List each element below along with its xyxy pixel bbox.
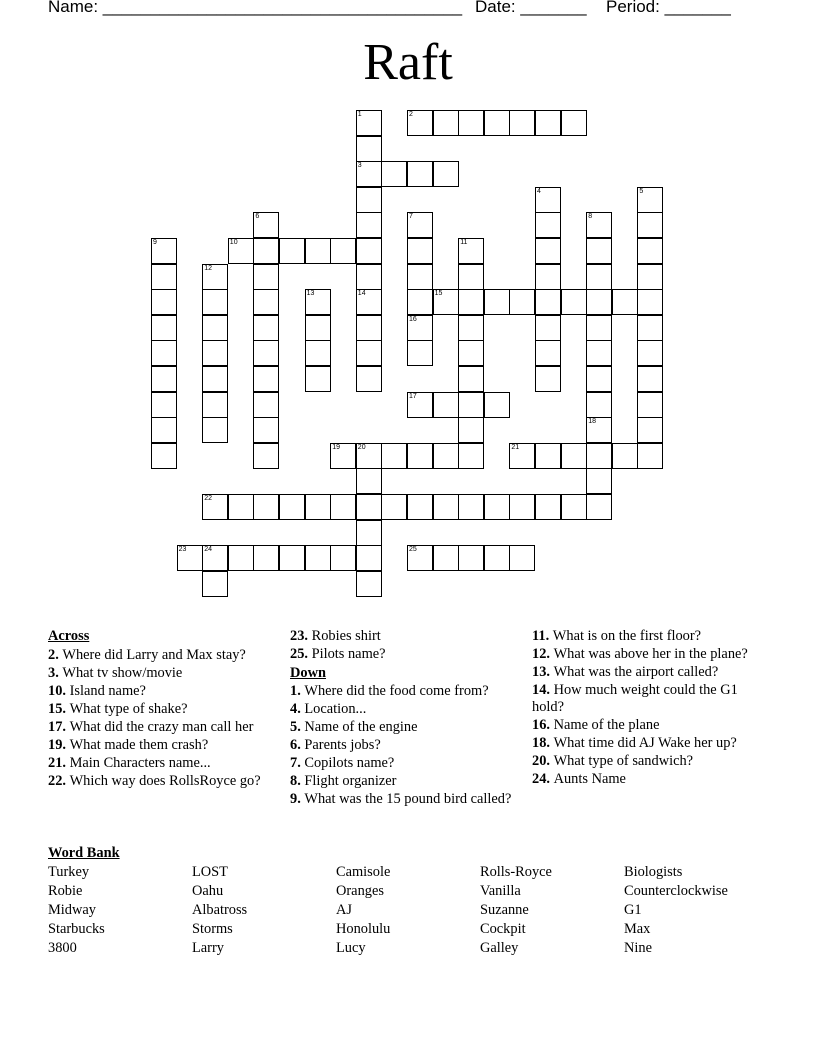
- crossword-cell[interactable]: [151, 366, 177, 392]
- crossword-cell[interactable]: [202, 315, 228, 341]
- crossword-cell[interactable]: [253, 545, 279, 571]
- crossword-cell[interactable]: [151, 340, 177, 366]
- crossword-cell[interactable]: [356, 366, 382, 392]
- clue-text: Flight organizer: [304, 773, 397, 789]
- crossword-cell[interactable]: [356, 315, 382, 341]
- crossword-cell[interactable]: [484, 545, 510, 571]
- clue-number: 14: [357, 290, 366, 298]
- crossword-cell[interactable]: [637, 340, 663, 366]
- crossword-cell[interactable]: [356, 136, 382, 162]
- crossword-cell[interactable]: [330, 238, 356, 264]
- page-title: Raft: [363, 34, 453, 91]
- across-clue: [48, 773, 278, 790]
- crossword-cell[interactable]: [305, 315, 331, 341]
- crossword-cell[interactable]: [637, 366, 663, 392]
- word-bank-item: 3800: [48, 940, 77, 956]
- word-bank-item: Nine: [624, 940, 652, 956]
- crossword-cell[interactable]: [253, 315, 279, 341]
- crossword-cell[interactable]: [586, 468, 612, 494]
- crossword-cell[interactable]: [356, 161, 382, 187]
- crossword-cell[interactable]: [407, 392, 433, 418]
- clue-text: What time did AJ Wake her up?: [553, 734, 737, 751]
- crossword-cell[interactable]: [253, 340, 279, 366]
- word-bank-item: Midway: [48, 902, 96, 918]
- across-clue: [48, 737, 278, 754]
- crossword-cell[interactable]: [637, 315, 663, 341]
- across-heading: Across: [48, 628, 90, 644]
- crossword-cell[interactable]: [535, 366, 561, 392]
- crossword-cell[interactable]: [586, 366, 612, 392]
- crossword-cell[interactable]: [535, 289, 561, 315]
- clue-text: Aunts Name: [553, 770, 626, 787]
- crossword-cell[interactable]: [228, 545, 254, 571]
- crossword-cell[interactable]: [433, 392, 459, 418]
- crossword-cell[interactable]: [356, 443, 382, 469]
- word-bank-item: Larry: [192, 940, 224, 956]
- crossword-cell[interactable]: [407, 494, 433, 520]
- clue-number-label: 14.: [532, 682, 554, 698]
- across-clue: [290, 628, 520, 645]
- clue-number-label: 4.: [290, 701, 305, 717]
- word-bank-item: Biologists: [624, 864, 683, 880]
- clue-number-label: 13.: [532, 664, 554, 680]
- clue-number: 2: [409, 111, 413, 118]
- crossword-cell[interactable]: [305, 238, 331, 264]
- across-clue: [48, 647, 278, 664]
- clue-text: How much weight could the G1 hold?: [532, 682, 738, 715]
- crossword-cell[interactable]: [535, 110, 561, 136]
- crossword-cell[interactable]: [407, 264, 433, 290]
- crossword-cell[interactable]: [330, 443, 356, 469]
- clue-number: 22: [204, 495, 212, 502]
- crossword-cell[interactable]: [586, 212, 612, 238]
- crossword-cell[interactable]: [458, 417, 484, 443]
- clue-number-label: 5.: [290, 719, 305, 735]
- down-clue: [532, 628, 762, 645]
- crossword-cell[interactable]: [356, 212, 382, 238]
- clue-number: 4: [537, 187, 541, 195]
- down-clue: [290, 755, 520, 772]
- crossword-cell[interactable]: [202, 392, 228, 418]
- crossword-cell[interactable]: [202, 264, 228, 290]
- crossword-cell[interactable]: [433, 443, 459, 469]
- crossword-cell[interactable]: [637, 443, 663, 469]
- word-bank-item: AJ: [336, 902, 352, 918]
- clue-number: 18: [588, 418, 596, 426]
- crossword-cell[interactable]: [202, 417, 228, 443]
- crossword-cell[interactable]: [356, 468, 382, 494]
- crossword-cell[interactable]: [561, 494, 587, 520]
- crossword-cell[interactable]: [484, 110, 510, 136]
- clue-number: 6: [255, 213, 260, 221]
- down-clue: [532, 771, 762, 788]
- clue-text: What was the 15 pound bird called?: [304, 791, 512, 807]
- crossword-cell[interactable]: [253, 443, 279, 469]
- clue-number-label: 11.: [532, 628, 553, 644]
- crossword-cell[interactable]: [561, 443, 587, 469]
- clue-number: 25: [409, 546, 417, 554]
- crossword-cell[interactable]: [561, 289, 587, 315]
- crossword-cell[interactable]: [535, 315, 561, 341]
- clue-number-label: 6.: [290, 737, 305, 753]
- clue-number-label: 22.: [48, 772, 70, 789]
- crossword-cell[interactable]: [305, 494, 331, 520]
- crossword-cell[interactable]: [458, 494, 484, 520]
- clue-number-label: 8.: [290, 773, 305, 789]
- clue-number: 3: [357, 162, 362, 170]
- word-bank-item: Robie: [48, 883, 83, 899]
- crossword-cell[interactable]: [151, 315, 177, 341]
- word-bank-item: Camisole: [336, 864, 391, 880]
- crossword-cell[interactable]: [561, 110, 587, 136]
- crossword-cell[interactable]: [356, 571, 382, 597]
- down-clue: [290, 719, 520, 736]
- word-bank-item: Cockpit: [480, 921, 526, 937]
- clue-text: Robies shirt: [311, 628, 381, 644]
- crossword-cell[interactable]: [637, 392, 663, 418]
- clue-number: 23: [178, 546, 187, 554]
- word-bank-item: Galley: [480, 940, 519, 956]
- word-bank-item: Lucy: [336, 940, 366, 956]
- crossword-cell[interactable]: [458, 340, 484, 366]
- crossword-cell[interactable]: [586, 289, 612, 315]
- crossword-cell[interactable]: [509, 443, 535, 469]
- crossword-cell[interactable]: [381, 161, 407, 187]
- clue-text: Name of the engine: [304, 719, 418, 735]
- clues-column-3: [532, 628, 762, 789]
- crossword-cell[interactable]: [202, 340, 228, 366]
- crossword-cell[interactable]: [202, 494, 228, 520]
- crossword-cell[interactable]: [407, 212, 433, 238]
- crossword-cell[interactable]: [509, 494, 535, 520]
- clue-number-label: 10.: [48, 682, 70, 699]
- crossword-cell[interactable]: [202, 571, 228, 597]
- crossword-cell[interactable]: [407, 161, 433, 187]
- clue-text: Which way does RollsRoyce go?: [69, 772, 261, 789]
- crossword-cell[interactable]: [356, 238, 382, 264]
- word-bank-item: Rolls-Royce: [480, 864, 552, 880]
- down-clue: [290, 791, 520, 808]
- crossword-cell[interactable]: [407, 315, 433, 341]
- crossword-cell[interactable]: [279, 545, 305, 571]
- crossword-cell[interactable]: [586, 392, 612, 418]
- clue-number-label: 7.: [290, 755, 305, 771]
- crossword-cell[interactable]: [586, 494, 612, 520]
- crossword-cell[interactable]: [151, 417, 177, 443]
- crossword-cell[interactable]: [202, 289, 228, 315]
- clue-number-label: 3.: [48, 664, 63, 681]
- down-clue: [290, 737, 520, 754]
- word-bank-item: Suzanne: [480, 902, 529, 918]
- clue-number: 20: [357, 443, 366, 451]
- crossword-cell[interactable]: [535, 264, 561, 290]
- word-bank-item: Turkey: [48, 864, 90, 880]
- crossword-cell[interactable]: [279, 494, 305, 520]
- clue-number-label: 20.: [532, 752, 554, 769]
- crossword-cell[interactable]: [535, 187, 561, 213]
- clue-number: 12: [204, 264, 212, 272]
- crossword-cell[interactable]: [458, 443, 484, 469]
- down-heading: Down: [290, 664, 326, 681]
- crossword-cell[interactable]: [356, 494, 382, 520]
- crossword-cell[interactable]: [407, 443, 433, 469]
- crossword-cell[interactable]: [202, 545, 228, 571]
- crossword-cell[interactable]: [407, 340, 433, 366]
- crossword-cell[interactable]: [407, 238, 433, 264]
- clue-number-label: 23.: [290, 628, 312, 644]
- clue-text: Where did Larry and Max stay?: [62, 646, 246, 663]
- word-bank-item: LOST: [192, 864, 228, 880]
- crossword-cell[interactable]: [305, 545, 331, 571]
- clue-text: Copilots name?: [304, 755, 395, 771]
- clue-number: 7: [409, 213, 413, 221]
- crossword-cell[interactable]: [253, 366, 279, 392]
- clue-number: 9: [153, 239, 157, 246]
- clue-number: 21: [511, 443, 520, 451]
- crossword-cell[interactable]: [151, 238, 177, 264]
- crossword-cell[interactable]: [458, 545, 484, 571]
- crossword-cell[interactable]: [509, 110, 535, 136]
- clue-number-label: 2.: [48, 646, 63, 663]
- down-clue: [532, 735, 762, 752]
- down-clue: [290, 701, 520, 718]
- clue-number: 5: [639, 187, 644, 195]
- clues-column-1: [48, 628, 278, 791]
- crossword-cell[interactable]: [356, 289, 382, 315]
- crossword-cell[interactable]: [253, 212, 279, 238]
- clue-number-label: 9.: [290, 791, 305, 807]
- crossword-cell[interactable]: [381, 494, 407, 520]
- crossword-cell[interactable]: [612, 289, 638, 315]
- crossword-cell[interactable]: [253, 417, 279, 443]
- word-bank-item: Albatross: [192, 902, 248, 918]
- crossword-cell[interactable]: [356, 340, 382, 366]
- clue-number: 19: [332, 443, 340, 451]
- clue-text: Pilots name?: [311, 646, 386, 662]
- clue-number: 24: [204, 546, 212, 554]
- crossword-cell[interactable]: [305, 366, 331, 392]
- crossword-cell[interactable]: [637, 187, 663, 213]
- crossword-cell[interactable]: [151, 443, 177, 469]
- down-clue: [290, 683, 520, 700]
- word-bank-item: Honolulu: [336, 921, 391, 937]
- clue-number-label: 19.: [48, 736, 70, 753]
- clue-number: 1: [357, 111, 362, 118]
- word-bank-item: G1: [624, 902, 642, 918]
- clues-column-2: [290, 628, 520, 809]
- crossword-cell[interactable]: [484, 289, 510, 315]
- clue-number: 16: [409, 315, 417, 323]
- clue-text: Island name?: [69, 682, 146, 699]
- crossword-cell[interactable]: [586, 238, 612, 264]
- crossword-cell[interactable]: [228, 238, 254, 264]
- crossword-cell[interactable]: [535, 340, 561, 366]
- clue-number-label: 21.: [48, 754, 70, 771]
- clue-text: Name of the plane: [553, 716, 660, 733]
- crossword-cell[interactable]: [433, 161, 459, 187]
- clue-number-label: 1.: [290, 683, 305, 699]
- crossword-cell[interactable]: [535, 238, 561, 264]
- crossword-cell[interactable]: [484, 392, 510, 418]
- clue-text: What did the crazy man call her: [69, 718, 254, 735]
- crossword-cell[interactable]: [330, 494, 356, 520]
- crossword-cell[interactable]: [586, 264, 612, 290]
- crossword-cell[interactable]: [177, 545, 203, 571]
- clue-text: What type of sandwich?: [553, 752, 694, 769]
- across-clue: [48, 665, 278, 682]
- word-bank-item: Vanilla: [480, 883, 521, 899]
- crossword-cell[interactable]: [305, 289, 331, 315]
- clue-number: 17: [409, 392, 417, 400]
- clue-text: What was the airport called?: [553, 664, 719, 680]
- crossword-cell[interactable]: [407, 289, 433, 315]
- crossword-cell[interactable]: [586, 443, 612, 469]
- clue-number-label: 18.: [532, 734, 554, 751]
- clue-number: 11: [460, 239, 468, 246]
- crossword-cell[interactable]: [356, 264, 382, 290]
- down-clue: [532, 664, 762, 681]
- crossword-cell[interactable]: [458, 289, 484, 315]
- crossword-cell[interactable]: [458, 366, 484, 392]
- word-bank-item: Oahu: [192, 883, 224, 899]
- down-clue: [532, 753, 762, 770]
- crossword-cell[interactable]: [202, 366, 228, 392]
- crossword-cell[interactable]: [458, 110, 484, 136]
- crossword-cell[interactable]: [381, 443, 407, 469]
- crossword-cell[interactable]: [356, 520, 382, 546]
- word-bank-item: Oranges: [336, 883, 384, 899]
- crossword-cell[interactable]: [535, 212, 561, 238]
- down-clue: [290, 773, 520, 790]
- down-clue: [532, 646, 762, 663]
- clue-number-label: 25.: [290, 646, 312, 662]
- name-field[interactable]: Name: ______________________________________: [48, 0, 463, 16]
- clue-number: 10: [229, 239, 238, 246]
- clue-number-label: 16.: [532, 716, 554, 733]
- clue-number-label: 12.: [532, 646, 554, 662]
- crossword-cell[interactable]: [151, 264, 177, 290]
- crossword-cell[interactable]: [637, 212, 663, 238]
- crossword-cell[interactable]: [356, 110, 382, 136]
- down-clue: [532, 682, 762, 715]
- clue-number: 8: [588, 213, 593, 221]
- crossword-cell[interactable]: [637, 238, 663, 264]
- down-clue: [532, 717, 762, 734]
- clue-text: What made them crash?: [69, 736, 209, 753]
- crossword-cell[interactable]: [535, 494, 561, 520]
- crossword-cell[interactable]: [612, 443, 638, 469]
- crossword-cell[interactable]: [509, 545, 535, 571]
- crossword-cell[interactable]: [253, 289, 279, 315]
- crossword-cell[interactable]: [458, 238, 484, 264]
- crossword-cell[interactable]: [330, 545, 356, 571]
- crossword-cell[interactable]: [586, 315, 612, 341]
- crossword-cell[interactable]: [279, 238, 305, 264]
- clue-number: 15: [434, 290, 443, 298]
- crossword-cell[interactable]: [637, 264, 663, 290]
- clue-text: Location...: [304, 701, 367, 717]
- across-clue: [48, 683, 278, 700]
- clue-text: What was above her in the plane?: [553, 646, 748, 662]
- crossword-cell[interactable]: [407, 110, 433, 136]
- clue-text: What is on the first floor?: [552, 628, 702, 644]
- crossword-cell[interactable]: [356, 545, 382, 571]
- crossword-cell[interactable]: [253, 264, 279, 290]
- date-field[interactable]: Date: _______: [475, 0, 587, 16]
- crossword-cell[interactable]: [458, 315, 484, 341]
- crossword-cell[interactable]: [637, 417, 663, 443]
- clue-number-label: 24.: [532, 770, 554, 787]
- clue-text: Main Characters name...: [69, 754, 211, 771]
- clue-number-label: 15.: [48, 700, 70, 717]
- crossword-cell[interactable]: [458, 392, 484, 418]
- crossword-cell[interactable]: [228, 494, 254, 520]
- crossword-cell[interactable]: [586, 340, 612, 366]
- clue-text: Parents jobs?: [304, 737, 381, 753]
- clue-text: Where did the food come from?: [304, 683, 489, 699]
- crossword-cell[interactable]: [151, 392, 177, 418]
- crossword-cell[interactable]: [433, 110, 459, 136]
- clue-number: 13: [306, 290, 315, 298]
- word-bank-item: Max: [624, 921, 651, 937]
- crossword-cell[interactable]: [253, 392, 279, 418]
- crossword-cell[interactable]: [253, 238, 279, 264]
- across-clue: [48, 701, 278, 718]
- crossword-cell[interactable]: [305, 340, 331, 366]
- crossword-cell[interactable]: [407, 545, 433, 571]
- clue-text: What type of shake?: [69, 700, 188, 717]
- crossword-cell[interactable]: [509, 289, 535, 315]
- word-bank-item: Counterclockwise: [624, 883, 728, 899]
- across-clue: [48, 719, 278, 736]
- crossword-cell[interactable]: [433, 494, 459, 520]
- crossword-cell[interactable]: [433, 289, 459, 315]
- word-bank-item: Storms: [192, 921, 233, 937]
- clue-number-label: 17.: [48, 718, 70, 735]
- word-bank-item: Starbucks: [48, 921, 105, 937]
- crossword-cell[interactable]: [433, 545, 459, 571]
- clue-text: What tv show/movie: [62, 664, 183, 681]
- crossword-cell[interactable]: [458, 264, 484, 290]
- crossword-cell[interactable]: [253, 494, 279, 520]
- word-bank-title: Word Bank: [48, 845, 120, 861]
- across-clue: [48, 755, 278, 772]
- across-clue: [290, 646, 520, 663]
- crossword-cell[interactable]: [356, 187, 382, 213]
- crossword-cell[interactable]: [484, 494, 510, 520]
- crossword-cell[interactable]: [535, 443, 561, 469]
- crossword-cell[interactable]: [151, 289, 177, 315]
- period-field[interactable]: Period: _______: [606, 0, 731, 16]
- crossword-cell[interactable]: [637, 289, 663, 315]
- crossword-cell[interactable]: [586, 417, 612, 443]
